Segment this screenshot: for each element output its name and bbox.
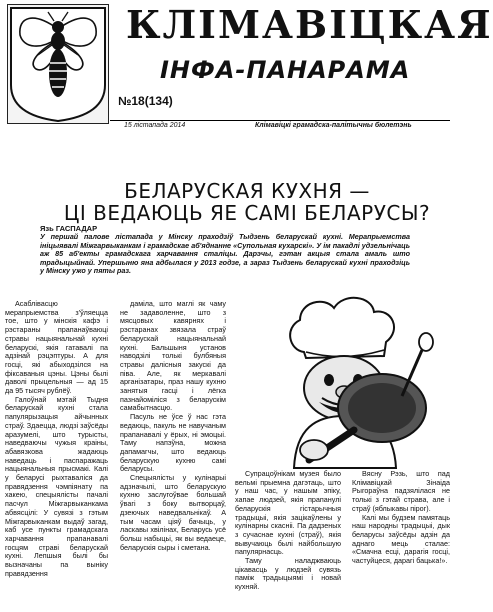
masthead-title: КЛІМАВІЦКАЯ <box>126 2 493 47</box>
paragraph: Пасуль не ўсе ў нас гэта ведаюць, пакуль не навучаным прапанавалі у ёрых, ні эмоцыі. Таму напэўна, можна дапамагчы, што ведаюць беларускую кухню самі беларусы. <box>120 412 226 474</box>
paragraph: Супрацоўнікам музея было вельмі прыемна дагэтаць, што у наш час, у нашым эпіку, хапае людзей, якія прапанулі беларускія гістарычныя традыцыі, якія зацікаўлены у кулінарны скасніі. Па дадзеных з сучаснае кухні (страў), якія вывучаюць былі найбольшую папулярнасць. <box>235 469 341 557</box>
issue-date: 15 лістапада 2014 <box>124 122 186 129</box>
masthead-tagline: Клімавіцкі грамадска-палітычны бюлетэнь <box>255 122 412 129</box>
paragraph: Асаблівасцю мерапрыемства з'ўляецца тое, што у мінскія кафэ і рэстараны прапанаўваюці стравы нацыянальнай кухні беларускі, якія гатавалі па адзінай рэцэптуры. А для госці, які абыходзілся на фіксаваныя цэны. Цэны былі даволі прыцельныя — ад 15 да 95 тысяч рублёў. <box>5 299 108 396</box>
paragraph: Спецыялісты у кулінарыі адзначылі, што беларускую кухню заслугоўвае большай ўвагі з боку вытворцаў, дзеючых наведвальнікаў. А тым часам ціяў бачыць, у ласкавы хвілінах, Беларусь усё больш набыцьі, як вы ведаеце, беларускія сыры і сметана. <box>120 473 226 552</box>
chef-illustration <box>234 290 452 468</box>
article-headline <box>62 180 432 224</box>
issue-number: №18(134) <box>118 94 173 108</box>
article-column-4 <box>352 470 450 605</box>
paragraph: Галоўнай мэтай Тыдня беларускай кухні стала папулярызацыя айчынных страў. Здаецца, людзі заўсёды аразумелі, што турысты, наведваючы чужыя краіны, абавязкова жадаюць наведаць і паспаражаць нацыянальныя прысмакі. Калі у беларусі рыхтаваліся да правядзення чэмпіянату па хакею, спецыялісты пачалі пасчул Міжгарвыканкама абвясцілі: У сувязі з гэтым Міжгарвыканкам выдаў загад, каб усе пункты грамадскага харчавання прапанавалі госцям страві беларускай кухні. Лепшыя былі бы вызначаны па выніку правядзення <box>5 394 108 578</box>
masthead-subtitle: ІНФА-ПАНАРАМА <box>160 56 411 84</box>
article-lead: У першай палове лістапада у Мінску праходзіў Тыдзень беларускай кухні. Мерапрыемства ініцыявалі Міжгарвыканкам і грамадскае аб'яднанне «Супольная кухарскі». У ім пакадлі удзельнічаць аж 85 аб'екты грамадскага харчавання сталіцы. Дарэчы, гэтан акцыя стала амаль што традыцыйнай. Упершыню яна адбылася у 2013 годзе, а зараз Тыдзень беларускай кухні праходзіць у Мінску ужо у пяты раз. <box>40 232 410 276</box>
article-column-3 <box>235 470 341 605</box>
headline-line-2: ЦІ ВЕДАЮЦЬ ЯЕ САМІ БЕЛАРУСЫ? <box>63 201 431 225</box>
paragraph: даміла, што маглі як чаму не задаволенне, што з мясцовых кавярнях і рэстаранах звязала страў беларускай нацыянальнай кухні. Бальшыня установ наводзілі толькі булбяныя стравы далісныя закускі да піва. Але, як меркавалі арганізатары, праз нашу кухню занятыя гасці і лёгка пазнайоміліся з беларускім самабытнасцю. <box>120 299 226 413</box>
paragraph: Таму наладжваюць цікавасць у людзей сувязь паміж традыцыямі і новай кухняй. <box>235 556 341 592</box>
article-author: Язь ГАСПАДАР <box>40 224 98 233</box>
article-column-2 <box>120 300 226 605</box>
paragraph: Вясну Рэзь, што пад Клімавіцкай Зінаіда Рыгораўна падзялілася не толькі з гэтай страва, але і страў (яблыкавы пірог). <box>352 469 450 513</box>
masthead-rule <box>110 120 450 121</box>
bee-crest-emblem <box>7 4 109 124</box>
headline-line-1: БЕЛАРУСКАЯ КУХНЯ — <box>124 179 370 203</box>
article-column-1 <box>5 300 108 605</box>
paragraph: Калі мы будзем памятаць наш народны традыцыі, дык беларусы заўсёды адзін да аднаго мець сталае: «Смачна есці, дарагія госці, частуйцеся, дарагі бацька!». <box>352 512 450 566</box>
